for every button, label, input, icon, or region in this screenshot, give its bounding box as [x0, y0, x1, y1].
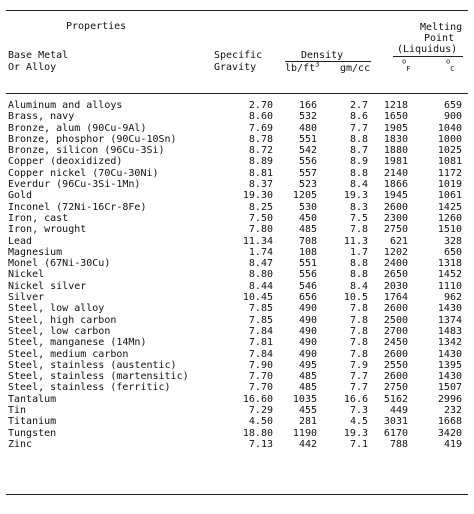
cell-name: Titanium — [8, 416, 57, 428]
cell-f: 2450 — [383, 337, 408, 349]
cell-gm: 7.3 — [349, 405, 368, 417]
cell-sg: 7.69 — [248, 122, 273, 134]
cell-f: 1764 — [383, 292, 408, 304]
cell-lb: 490 — [298, 348, 317, 360]
cell-lb: 1190 — [292, 427, 317, 439]
cell-c: 1040 — [437, 122, 462, 134]
header-unit-f — [402, 57, 411, 73]
cell-c: 1025 — [437, 145, 462, 157]
cell-lb: 450 — [298, 212, 317, 224]
cell-c: 2996 — [437, 393, 462, 405]
cell-gm: 7.1 — [349, 438, 368, 450]
table-row — [0, 202, 474, 213]
cell-c: 1019 — [437, 179, 462, 191]
cell-sg: 4.50 — [248, 416, 273, 428]
cell-c: 419 — [443, 438, 462, 450]
cell-lb: 551 — [298, 133, 317, 145]
cell-f: 1830 — [383, 133, 408, 145]
cell-c: 1000 — [437, 133, 462, 145]
cell-sg: 7.84 — [248, 348, 273, 360]
degree-c: o — [446, 57, 451, 66]
cell-name: Steel, stainless (ferritic) — [8, 382, 171, 394]
cell-lb: 656 — [298, 292, 317, 304]
cell-gm: 8.8 — [349, 258, 368, 270]
table-row — [0, 281, 474, 292]
cell-f: 1981 — [383, 156, 408, 168]
cell-name: Monel (67Ni-30Cu) — [8, 258, 111, 270]
cell-lb: 551 — [298, 258, 317, 270]
cell-f: 1218 — [383, 100, 408, 111]
cell-c: 659 — [443, 100, 462, 111]
cell-sg: 19.30 — [242, 190, 273, 202]
cell-f: 2750 — [383, 224, 408, 236]
cell-sg: 8.47 — [248, 258, 273, 270]
cell-name: Copper (deoxidized) — [8, 156, 123, 168]
unit-f-label: F — [406, 65, 411, 73]
cell-name: Gold — [8, 190, 33, 202]
cell-sg: 8.60 — [248, 111, 273, 123]
header-gmcc: gm/cc — [340, 63, 371, 74]
header-point: Point — [424, 33, 455, 44]
table-row — [0, 394, 474, 405]
cell-gm: 8.8 — [349, 167, 368, 179]
cell-gm: 7.8 — [349, 224, 368, 236]
cell-c: 1452 — [437, 269, 462, 281]
cell-lb: 532 — [298, 111, 317, 123]
cell-lb: 490 — [298, 337, 317, 349]
cell-lb: 281 — [298, 416, 317, 428]
table-row — [0, 224, 474, 235]
cell-name: Aluminum and alloys — [8, 100, 123, 111]
header-unit-c — [446, 57, 455, 73]
cell-sg: 7.13 — [248, 438, 273, 450]
density-underline — [285, 61, 371, 62]
cell-sg: 7.50 — [248, 212, 273, 224]
cell-f: 2600 — [383, 201, 408, 213]
table-row — [0, 371, 474, 382]
cell-gm: 11.3 — [343, 235, 368, 247]
cell-gm: 8.8 — [349, 269, 368, 281]
cell-lb: 485 — [298, 371, 317, 383]
cell-lb: 556 — [298, 156, 317, 168]
header-gravity: Gravity — [214, 62, 257, 73]
table-row — [0, 168, 474, 179]
cell-gm: 16.6 — [343, 393, 368, 405]
table-row — [0, 405, 474, 416]
cell-gm: 7.8 — [349, 325, 368, 337]
cell-sg: 10.45 — [242, 292, 273, 304]
cell-name: Tin — [8, 405, 27, 417]
table-row — [0, 213, 474, 224]
cell-name: Brass, navy — [8, 111, 75, 123]
cell-lb: 166 — [298, 100, 317, 111]
table-row — [0, 382, 474, 393]
cell-gm: 7.7 — [349, 122, 368, 134]
cell-sg: 1.74 — [248, 246, 273, 258]
cell-gm: 8.4 — [349, 179, 368, 191]
cell-name: Steel, high carbon — [8, 314, 117, 326]
table-row — [0, 190, 474, 201]
cell-gm: 7.7 — [349, 371, 368, 383]
cell-lb: 495 — [298, 359, 317, 371]
cell-f: 1880 — [383, 145, 408, 157]
cell-name: Magnesium — [8, 246, 63, 258]
cell-gm: 7.8 — [349, 337, 368, 349]
table-row — [0, 303, 474, 314]
cell-name: Inconel (72Ni-16Cr-8Fe) — [8, 201, 147, 213]
table-row — [0, 111, 474, 122]
cell-lb: 485 — [298, 382, 317, 394]
cell-c: 328 — [443, 235, 462, 247]
degree-f: o — [402, 57, 407, 66]
cell-f: 2650 — [383, 269, 408, 281]
cell-gm: 8.7 — [349, 145, 368, 157]
cell-name: Tantalum — [8, 393, 57, 405]
cell-lb: 530 — [298, 201, 317, 213]
unit-c-label: C — [450, 65, 455, 73]
header-properties: Properties — [66, 21, 127, 32]
header-lbft — [285, 60, 320, 74]
cell-lb: 557 — [298, 167, 317, 179]
table-row — [0, 360, 474, 371]
cell-name: Silver — [8, 292, 45, 304]
cell-lb: 485 — [298, 224, 317, 236]
header-liquidus: (Liquidus) — [397, 44, 458, 55]
table-row — [0, 123, 474, 134]
cell-c: 1081 — [437, 156, 462, 168]
cell-lb: 490 — [298, 314, 317, 326]
cell-sg: 7.84 — [248, 325, 273, 337]
cell-c: 1510 — [437, 224, 462, 236]
cell-sg: 8.37 — [248, 179, 273, 191]
cell-gm: 7.8 — [349, 348, 368, 360]
header-melting: Melting — [420, 22, 463, 33]
cell-f: 3031 — [383, 416, 408, 428]
cell-name: Steel, stainless (austentic) — [8, 359, 177, 371]
header-density: Density — [301, 50, 344, 61]
header-specific: Specific — [214, 50, 263, 61]
cell-lb: 546 — [298, 280, 317, 292]
cell-c: 1483 — [437, 325, 462, 337]
bottom-rule — [6, 494, 468, 495]
cell-gm: 7.5 — [349, 212, 368, 224]
cell-gm: 8.8 — [349, 133, 368, 145]
cell-name: Tungsten — [8, 427, 57, 439]
table-row — [0, 349, 474, 360]
cell-name: Bronze, silicon (96Cu-3Si) — [8, 145, 165, 157]
cell-c: 1318 — [437, 258, 462, 270]
cell-c: 232 — [443, 405, 462, 417]
table-row — [0, 416, 474, 427]
cell-sg: 7.70 — [248, 382, 273, 394]
top-rule — [6, 10, 468, 11]
cell-f: 1866 — [383, 179, 408, 191]
lbft-text: lb/ft — [285, 63, 316, 74]
cell-f: 2700 — [383, 325, 408, 337]
cell-sg: 8.72 — [248, 145, 273, 157]
cell-f: 1202 — [383, 246, 408, 258]
table-row — [0, 315, 474, 326]
cell-sg: 8.81 — [248, 167, 273, 179]
cell-c: 900 — [443, 111, 462, 123]
cell-name: Steel, stainless (martensitic) — [8, 371, 189, 383]
cell-f: 2400 — [383, 258, 408, 270]
cell-f: 2600 — [383, 303, 408, 315]
cell-sg: 7.81 — [248, 337, 273, 349]
cell-sg: 7.85 — [248, 303, 273, 315]
table-body — [0, 100, 474, 450]
cell-c: 1668 — [437, 416, 462, 428]
cell-c: 650 — [443, 246, 462, 258]
cell-sg: 7.70 — [248, 371, 273, 383]
table-row — [0, 337, 474, 348]
cell-name: Zinc — [8, 438, 33, 450]
cell-sg: 7.85 — [248, 314, 273, 326]
cell-c: 1172 — [437, 167, 462, 179]
cell-gm: 19.3 — [343, 427, 368, 439]
table-row — [0, 145, 474, 156]
cell-gm: 4.5 — [349, 416, 368, 428]
table-row — [0, 156, 474, 167]
cell-lb: 556 — [298, 269, 317, 281]
cell-f: 2140 — [383, 167, 408, 179]
table-row — [0, 100, 474, 111]
cell-f: 2550 — [383, 359, 408, 371]
cell-c: 1430 — [437, 303, 462, 315]
cell-sg: 16.60 — [242, 393, 273, 405]
cell-gm: 8.4 — [349, 280, 368, 292]
cell-f: 1650 — [383, 111, 408, 123]
table-row — [0, 134, 474, 145]
table-row — [0, 292, 474, 303]
cell-name: Bronze, alum (90Cu-9Al) — [8, 122, 147, 134]
cell-sg: 2.70 — [248, 100, 273, 111]
cell-lb: 490 — [298, 325, 317, 337]
cell-c: 1374 — [437, 314, 462, 326]
cell-c: 1430 — [437, 348, 462, 360]
table-row — [0, 439, 474, 450]
cell-lb: 708 — [298, 235, 317, 247]
cell-name: Iron, wrought — [8, 224, 87, 236]
header-base-metal: Base Metal — [8, 50, 69, 61]
cell-name: Nickel silver — [8, 280, 87, 292]
cell-f: 2600 — [383, 348, 408, 360]
cell-c: 1395 — [437, 359, 462, 371]
cell-f: 2600 — [383, 371, 408, 383]
cell-f: 449 — [389, 405, 408, 417]
cell-gm: 19.3 — [343, 190, 368, 202]
table-row — [0, 247, 474, 258]
cell-name: Iron, cast — [8, 212, 69, 224]
cell-gm: 8.3 — [349, 201, 368, 213]
cell-f: 5162 — [383, 393, 408, 405]
cell-c: 1260 — [437, 212, 462, 224]
cell-c: 3420 — [437, 427, 462, 439]
cell-f: 1905 — [383, 122, 408, 134]
cell-name: Nickel — [8, 269, 45, 281]
cell-gm: 7.8 — [349, 303, 368, 315]
cell-gm: 7.8 — [349, 314, 368, 326]
cell-name: Bronze, phosphor (90Cu-10Sn) — [8, 133, 177, 145]
cell-f: 6170 — [383, 427, 408, 439]
table-row — [0, 428, 474, 439]
cell-lb: 108 — [298, 246, 317, 258]
cell-sg: 7.90 — [248, 359, 273, 371]
cell-f: 621 — [389, 235, 408, 247]
cell-name: Lead — [8, 235, 33, 247]
cell-lb: 455 — [298, 405, 317, 417]
cell-sg: 8.44 — [248, 280, 273, 292]
cell-gm: 2.7 — [349, 100, 368, 111]
cell-lb: 442 — [298, 438, 317, 450]
cell-sg: 8.78 — [248, 133, 273, 145]
table-row — [0, 269, 474, 280]
cell-gm: 8.9 — [349, 156, 368, 168]
cell-c: 962 — [443, 292, 462, 304]
cell-sg: 8.25 — [248, 201, 273, 213]
cell-sg: 7.29 — [248, 405, 273, 417]
cell-gm: 8.6 — [349, 111, 368, 123]
cell-sg: 8.80 — [248, 269, 273, 281]
table-row — [0, 236, 474, 247]
cell-name: Steel, low carbon — [8, 325, 111, 337]
table-row — [0, 258, 474, 269]
cell-f: 2030 — [383, 280, 408, 292]
cell-f: 2750 — [383, 382, 408, 394]
cell-sg: 18.80 — [242, 427, 273, 439]
cell-lb: 1035 — [292, 393, 317, 405]
cell-c: 1425 — [437, 201, 462, 213]
cell-lb: 1205 — [292, 190, 317, 202]
cell-c: 1110 — [437, 280, 462, 292]
cell-gm: 10.5 — [343, 292, 368, 304]
cell-name: Everdur (96Cu-3Si-1Mn) — [8, 179, 141, 191]
cell-lb: 490 — [298, 303, 317, 315]
cell-sg: 8.89 — [248, 156, 273, 168]
cell-lb: 480 — [298, 122, 317, 134]
cell-sg: 7.80 — [248, 224, 273, 236]
cell-gm: 7.7 — [349, 382, 368, 394]
cell-lb: 542 — [298, 145, 317, 157]
cell-gm: 1.7 — [349, 246, 368, 258]
cell-name: Copper nickel (70Cu-30Ni) — [8, 167, 159, 179]
lbft-sup: 3 — [315, 60, 320, 69]
header-or-alloy: Or Alloy — [8, 62, 57, 73]
cell-c: 1430 — [437, 371, 462, 383]
cell-c: 1342 — [437, 337, 462, 349]
cell-name: Steel, manganese (14Mn) — [8, 337, 147, 349]
cell-c: 1507 — [437, 382, 462, 394]
cell-f: 2500 — [383, 314, 408, 326]
header-rule — [6, 93, 468, 94]
cell-sg: 11.34 — [242, 235, 273, 247]
table-row — [0, 179, 474, 190]
cell-lb: 523 — [298, 179, 317, 191]
cell-name: Steel, low alloy — [8, 303, 105, 315]
cell-c: 1061 — [437, 190, 462, 202]
cell-name: Steel, medium carbon — [8, 348, 129, 360]
cell-gm: 7.9 — [349, 359, 368, 371]
cell-f: 788 — [389, 438, 408, 450]
cell-f: 2300 — [383, 212, 408, 224]
table-row — [0, 326, 474, 337]
cell-f: 1945 — [383, 190, 408, 202]
